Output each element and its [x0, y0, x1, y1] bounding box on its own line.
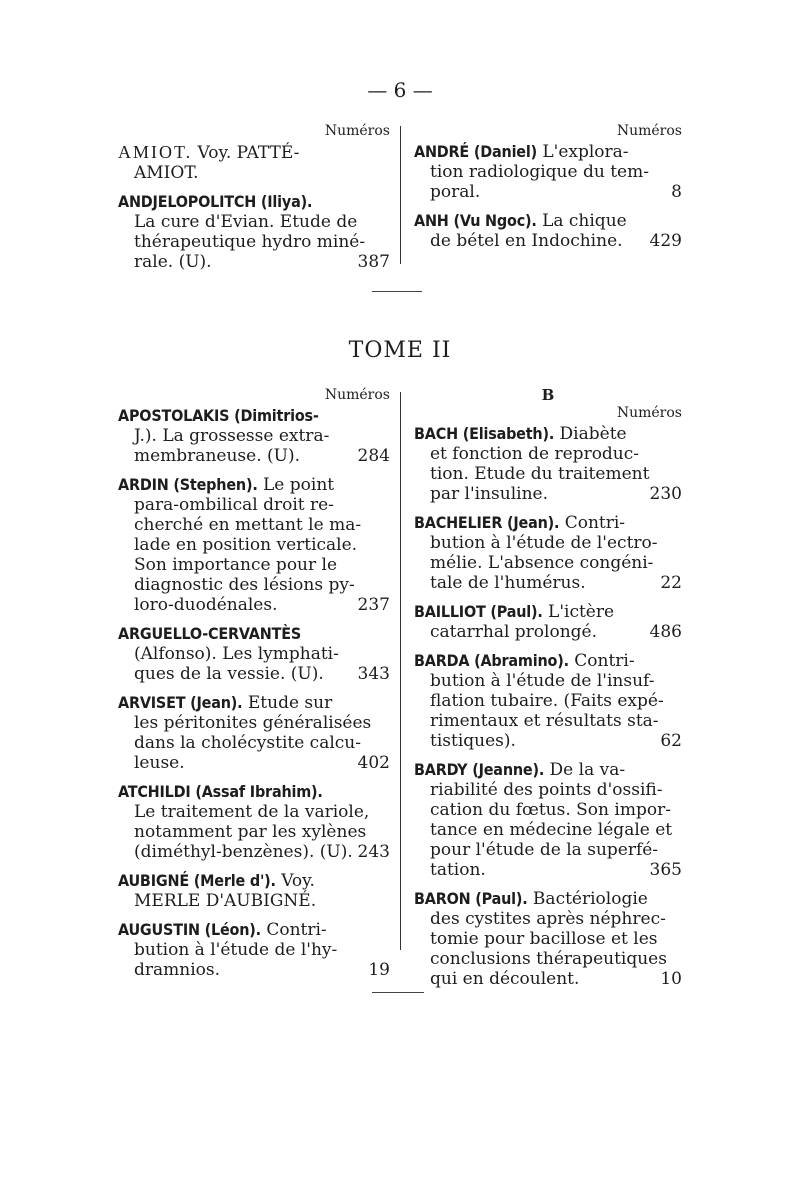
entry-line [118, 842, 390, 862]
entry-line [118, 753, 390, 773]
thesis-number: 8 [671, 182, 682, 202]
entry-line [118, 575, 390, 595]
thesis-number: 365 [649, 860, 682, 880]
index-entry [118, 693, 390, 773]
index-entry [118, 782, 390, 862]
entry-text: BAILLIOT (Paul). L'ictère [414, 602, 615, 622]
thesis-number: 402 [357, 753, 390, 773]
entry-text: pour l'étude de la superfé- [430, 840, 659, 860]
entry-text: par l'insuline. [430, 484, 549, 504]
index-entry [414, 211, 682, 251]
author-name: BARDY (Jeanne). [414, 760, 545, 779]
entry-text: (Alfonso). Les lymphati- [134, 644, 339, 664]
entry-line [414, 513, 682, 533]
entry-text: rimentaux et résultats sta- [430, 711, 659, 731]
thesis-number: 10 [660, 969, 682, 989]
entry-line [414, 602, 682, 622]
author-name: ANH (Vu Ngoc). [414, 211, 537, 230]
entry-text: notamment par les xylènes [134, 822, 367, 842]
entry-text: et fonction de reproduc- [430, 444, 640, 464]
entry-text: dans la cholécystite calcu- [134, 733, 361, 753]
entry-line [118, 406, 390, 426]
entry-line [414, 142, 682, 162]
entry-text: ques de la vessie. (U). [134, 664, 324, 684]
index-entry [118, 475, 390, 615]
section-letter: B [541, 386, 555, 404]
entry-line [118, 891, 390, 911]
entry-text: tion. Etude du traitement [430, 464, 650, 484]
entry-line [414, 671, 682, 691]
entry-line [118, 252, 390, 272]
entry-text: membraneuse. (U). [134, 446, 300, 466]
entry-line [414, 444, 682, 464]
entry-line [414, 820, 682, 840]
author-name: ATCHILDI (Assaf Ibrahim). [118, 782, 323, 801]
index-entry [414, 513, 682, 593]
entry-text [118, 782, 323, 802]
entry-text: ANH (Vu Ngoc). La chique [414, 211, 627, 231]
entry-line [414, 780, 682, 800]
entry-text: bution à l'étude de l'ectro- [430, 533, 658, 553]
entry-line [414, 760, 682, 780]
index-entry [118, 871, 390, 911]
entry-text: ARDIN (Stephen). Le point [118, 475, 335, 495]
section2-right-column [414, 386, 682, 998]
entry-line [414, 553, 682, 573]
author-name: AUBIGNÉ (Merle d'). [118, 871, 276, 890]
entry-text: La cure d'Evian. Etude de [134, 212, 358, 232]
thesis-number: 486 [649, 622, 682, 642]
entry-line [118, 142, 390, 163]
entry-line [414, 211, 682, 231]
section1-right-column [414, 122, 682, 260]
entry-text: Son importance pour le [134, 555, 338, 575]
entry-line [118, 212, 390, 232]
section1-column-divider [400, 126, 401, 264]
entry-line [414, 231, 682, 251]
entry-line [118, 693, 390, 713]
entry-line [414, 622, 682, 642]
entry-text: J.). La grossesse extra- [134, 426, 330, 446]
entry-text: AMIOT. Voy. PATTÉ- [118, 142, 300, 163]
entry-text [118, 406, 319, 426]
entry-line [414, 889, 682, 909]
entry-line [118, 871, 390, 891]
entry-line [118, 960, 390, 980]
entry-line [118, 232, 390, 252]
entry-line [414, 840, 682, 860]
entry-line [414, 860, 682, 880]
thesis-number: 22 [660, 573, 682, 593]
entry-text: lade en position verticale. [134, 535, 358, 555]
author-name: BACH (Elisabeth). [414, 424, 555, 443]
index-entry [414, 760, 682, 880]
author-name: BACHELIER (Jean). [414, 513, 560, 532]
entry-text: BARDY (Jeanne). De la va- [414, 760, 626, 780]
author-name: ANDRÉ (Daniel) [414, 142, 537, 161]
entry-text: dramnios. [134, 960, 221, 980]
section1-left-column [118, 122, 390, 281]
entry-line [414, 424, 682, 444]
entry-text: bution à l'étude de l'hy- [134, 940, 338, 960]
entry-line [118, 495, 390, 515]
thesis-number: 230 [649, 484, 682, 504]
entry-text: conclusions thérapeutiques [430, 949, 667, 969]
entry-text: AMIOT. [134, 163, 199, 183]
thesis-number: 62 [660, 731, 682, 751]
entry-text: ARVISET (Jean). Etude sur [118, 693, 333, 713]
entry-line [414, 800, 682, 820]
entry-text [118, 624, 301, 644]
author-name: BARON (Paul). [414, 889, 528, 908]
author-name: ANDJELOPOLITCH (Iliya). [118, 192, 313, 211]
index-entry [414, 424, 682, 504]
entry-line [118, 192, 390, 212]
entry-text: des cystites après néphrec- [430, 909, 666, 929]
entry-line [414, 533, 682, 553]
index-entry [118, 624, 390, 684]
index-entry [414, 142, 682, 202]
entry-line [118, 426, 390, 446]
entry-line [414, 162, 682, 182]
tome-title: TOME II [348, 338, 452, 363]
numeros-header: Numéros [324, 387, 390, 403]
entry-line [118, 555, 390, 575]
entry-line [118, 664, 390, 684]
entry-line [118, 713, 390, 733]
author-name: ARDIN (Stephen). [118, 475, 258, 494]
numeros-header: Numéros [616, 405, 682, 421]
entry-line [414, 182, 682, 202]
index-entry [118, 920, 390, 980]
index-entry [414, 889, 682, 989]
entry-line [414, 949, 682, 969]
author-name: ARGUELLO-CERVANTÈS [118, 624, 301, 643]
entry-line [118, 624, 390, 644]
entry-text: Le traitement de la variole, [134, 802, 370, 822]
entry-text: ANDRÉ (Daniel) L'explora- [414, 142, 629, 162]
entry-text: cation du fœtus. Son impor- [430, 800, 671, 820]
entry-line [414, 484, 682, 504]
entry-line [118, 595, 390, 615]
index-entry [118, 142, 390, 183]
entry-text: les péritonites généralisées [134, 713, 372, 733]
numeros-header: Numéros [616, 123, 682, 139]
entry-text: riabilité des points d'ossifi- [430, 780, 663, 800]
author-name: APOSTOLAKIS (Dimitrios- [118, 406, 319, 425]
entry-line [414, 909, 682, 929]
section2-left-column [118, 386, 390, 989]
entry-text: (diméthyl-benzènes). (U). [134, 842, 353, 862]
entry-text: BACH (Elisabeth). Diabète [414, 424, 627, 444]
entry-text: cherché en mettant le ma- [134, 515, 362, 535]
index-entry [118, 192, 390, 272]
entry-text: BACHELIER (Jean). Contri- [414, 513, 626, 533]
author-name: BARDA (Abramino). [414, 651, 569, 670]
page-number: — 6 — [367, 78, 433, 102]
entry-text: flation tubaire. (Faits expé- [430, 691, 664, 711]
section2-column-divider [400, 392, 401, 950]
entry-text: diagnostic des lésions py- [134, 575, 355, 595]
index-entry [118, 406, 390, 466]
entry-text: AUBIGNÉ (Merle d'). Voy. [118, 871, 315, 891]
thesis-number: 284 [357, 446, 390, 466]
entry-line [118, 822, 390, 842]
entry-text: qui en découlent. [430, 969, 580, 989]
entry-line [414, 691, 682, 711]
entry-text: MERLE D'AUBIGNÉ. [134, 891, 317, 911]
entry-line [414, 651, 682, 671]
author-name: BAILLIOT (Paul). [414, 602, 543, 621]
author-name: AUGUSTIN (Léon). [118, 920, 261, 939]
author-name: AMIOT. [118, 142, 193, 162]
entry-line [118, 644, 390, 664]
entry-line [414, 969, 682, 989]
entry-text: loro-duodénales. [134, 595, 278, 615]
entry-line [118, 163, 390, 183]
entry-text: thérapeutique hydro miné- [134, 232, 366, 252]
entry-text: AUGUSTIN (Léon). Contri- [118, 920, 327, 940]
entry-text: BARDA (Abramino). Contri- [414, 651, 635, 671]
numeros-header: Numéros [324, 123, 390, 139]
thesis-number: 19 [368, 960, 390, 980]
entry-text: tation. [430, 860, 486, 880]
entry-text: rale. (U). [134, 252, 212, 272]
thesis-number: 243 [357, 842, 390, 862]
entry-text: catarrhal prolongé. [430, 622, 598, 642]
entry-line [118, 940, 390, 960]
thesis-number: 429 [649, 231, 682, 251]
entry-text: tance en médecine légale et [430, 820, 673, 840]
entry-text: BARON (Paul). Bactériologie [414, 889, 648, 909]
entry-text: de bétel en Indochine. [430, 231, 623, 251]
entry-text: bution à l'étude de l'insuf- [430, 671, 655, 691]
separator-rule-top [372, 291, 422, 292]
entry-text: leuse. [134, 753, 185, 773]
thesis-number: 387 [357, 252, 390, 272]
entry-text [118, 192, 312, 212]
entry-text: para-ombilical droit re- [134, 495, 334, 515]
entry-line [414, 929, 682, 949]
entry-line [118, 802, 390, 822]
entry-text: mélie. L'absence congéni- [430, 553, 654, 573]
entry-text: tale de l'humérus. [430, 573, 586, 593]
entry-line [118, 515, 390, 535]
thesis-number: 237 [357, 595, 390, 615]
index-entry [414, 651, 682, 751]
entry-line [118, 535, 390, 555]
entry-line [118, 782, 390, 802]
entry-line [414, 711, 682, 731]
separator-rule-bottom [372, 992, 424, 993]
entry-text: tion radiologique du tem- [430, 162, 649, 182]
entry-text: tistiques). [430, 731, 516, 751]
entry-line [118, 475, 390, 495]
author-name: ARVISET (Jean). [118, 693, 243, 712]
entry-line [118, 733, 390, 753]
entry-text: tomie pour bacillose et les [430, 929, 658, 949]
entry-line [118, 920, 390, 940]
entry-line [414, 731, 682, 751]
thesis-number: 343 [357, 664, 390, 684]
entry-line [414, 573, 682, 593]
entry-line [414, 464, 682, 484]
entry-line [118, 446, 390, 466]
index-entry [414, 602, 682, 642]
entry-text: poral. [430, 182, 481, 202]
